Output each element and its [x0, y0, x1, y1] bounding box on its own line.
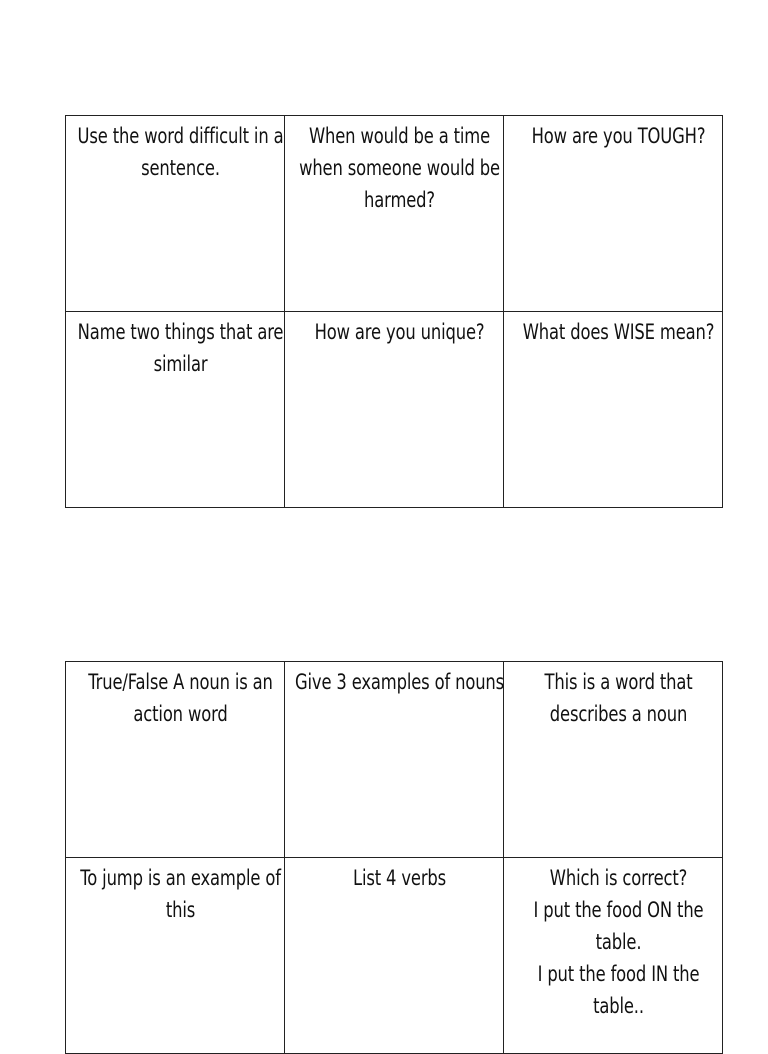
question-card — [504, 116, 723, 312]
card-row — [66, 312, 723, 508]
question-text: This is a word that describes a noun — [544, 670, 693, 726]
question-card — [285, 858, 504, 1054]
question-card — [504, 858, 723, 1054]
card-row — [66, 662, 723, 858]
question-card-grid-bottom — [65, 661, 723, 1054]
question-text: Which is correct? I put the food ON the table. I put the food IN the table.. — [534, 866, 704, 1018]
question-card-grid-top — [65, 115, 723, 508]
question-card — [66, 116, 285, 312]
question-text: To jump is an example of this — [80, 866, 282, 922]
question-card — [285, 116, 504, 312]
question-text: True/False A noun is an action word — [88, 670, 274, 726]
question-text: Use the word difficult in a sentence. — [78, 124, 284, 180]
question-text: List 4 verbs — [353, 866, 447, 890]
question-text: Give 3 examples of nouns — [295, 670, 505, 694]
question-text: When would be a time when someone would be harmed? — [299, 124, 501, 212]
question-card — [66, 858, 285, 1054]
card-row — [66, 858, 723, 1054]
question-text: What does WISE mean? — [523, 320, 715, 344]
question-card — [285, 662, 504, 858]
question-card — [66, 312, 285, 508]
question-card — [504, 312, 723, 508]
question-text: Name two things that are similar — [78, 320, 284, 376]
question-text: How are you unique? — [315, 320, 485, 344]
question-card — [504, 662, 723, 858]
question-card — [285, 312, 504, 508]
question-card — [66, 662, 285, 858]
card-row — [66, 116, 723, 312]
question-text: How are you TOUGH? — [532, 124, 706, 148]
